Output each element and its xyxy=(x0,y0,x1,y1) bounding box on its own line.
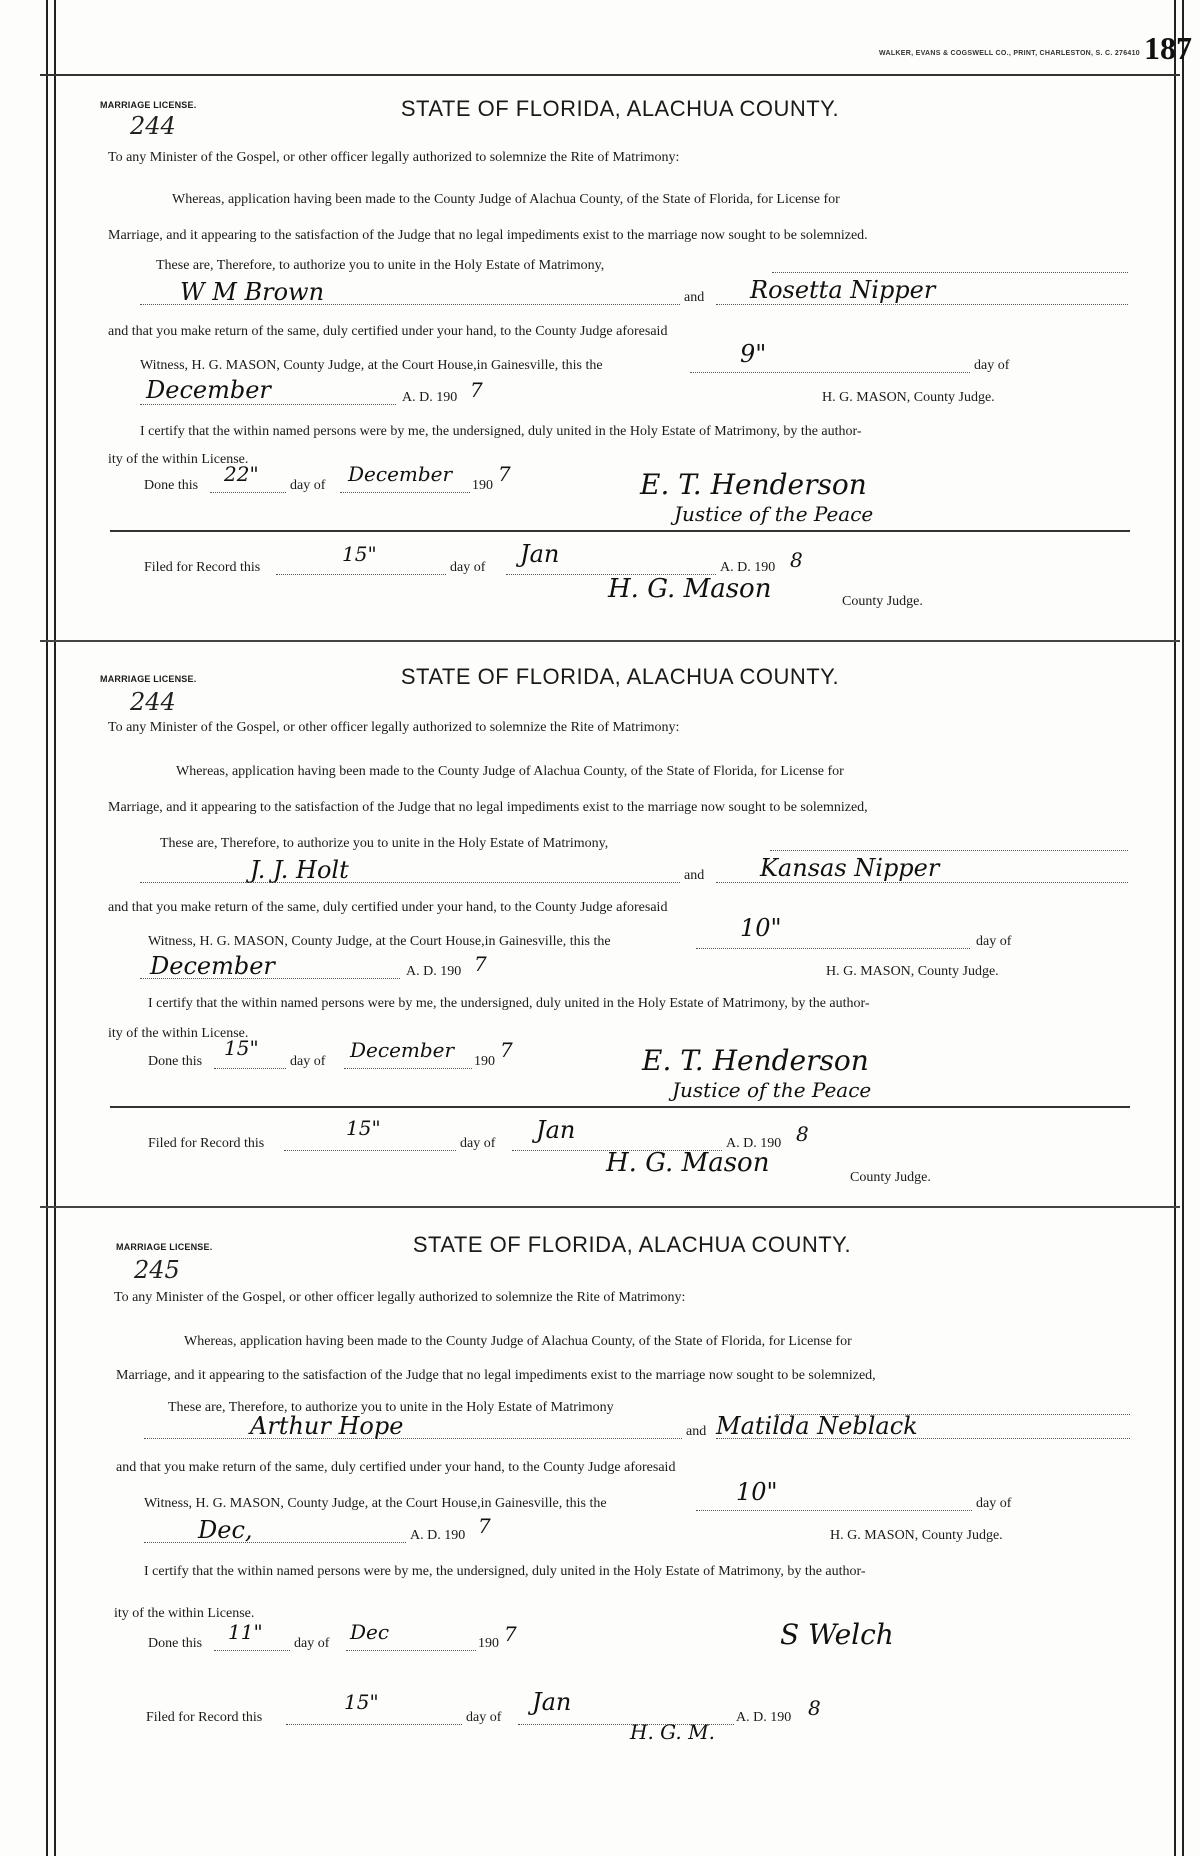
month-filed: Jan xyxy=(520,540,560,568)
ad-label: A. D. 190 xyxy=(720,560,776,575)
month-done: December xyxy=(348,462,453,486)
marriage-record-3 xyxy=(100,1224,1140,1784)
and-label: and xyxy=(684,868,705,883)
ad-label: A. D. 190 xyxy=(726,1136,782,1151)
binding-line-left xyxy=(46,0,48,1856)
return-line: and that you make return of the same, duly certified under your hand, to the County Judge aforesaid xyxy=(108,324,668,339)
fill-line xyxy=(140,882,680,883)
fill-line xyxy=(696,948,970,949)
filed-label: Filed for Record this xyxy=(148,1136,265,1151)
whereas-line-2: Marriage, and it appearing to the satisfaction of the Judge that no legal impediments exist to the marriage now sought to be solemnized. xyxy=(108,228,868,243)
whereas-line-1: Whereas, application having been made to the County Judge of Alachua County, of the State of Florida, for License for xyxy=(176,764,844,779)
top-rule xyxy=(40,74,1180,76)
day-issued: 10" xyxy=(740,914,782,942)
done-this-label: Done this xyxy=(144,478,199,493)
record-separator xyxy=(40,640,1180,642)
license-label: MARRIAGE LICENSE. xyxy=(100,100,197,110)
address-line: To any Minister of the Gospel, or other officer legally authorized to solemnize the Rite of Matrimony: xyxy=(114,1290,686,1305)
whereas-line-2: Marriage, and it appearing to the satisfaction of the Judge that no legal impediments exist to the marriage now sought to be solemnized, xyxy=(116,1368,876,1383)
bride-name: Kansas Nipper xyxy=(760,854,940,882)
license-number: 244 xyxy=(130,688,176,716)
day-of-label: day of xyxy=(294,1636,330,1651)
day-filed: 15" xyxy=(344,1690,379,1714)
day-of-label: day of xyxy=(450,560,486,575)
fill-line xyxy=(344,1068,472,1069)
license-label: MARRIAGE LICENSE. xyxy=(116,1242,213,1252)
license-number: 245 xyxy=(134,1256,180,1284)
year-done-prefix: 190 xyxy=(474,1054,495,1069)
whereas-line-1: Whereas, application having been made to the County Judge of Alachua County, of the State of Florida, for License for xyxy=(172,192,840,207)
day-of-label: day of xyxy=(460,1136,496,1151)
year-done-prefix: 190 xyxy=(478,1636,499,1651)
clerk-initials: H. G. M. xyxy=(630,1720,715,1744)
fill-line xyxy=(214,1650,290,1651)
clerk-signature: H. G. Mason xyxy=(608,574,772,604)
day-done: 22" xyxy=(224,462,259,486)
signature-rule xyxy=(110,530,1130,532)
month-done: Dec xyxy=(350,1620,390,1644)
authorize-line: These are, Therefore, to authorize you to unite in the Holy Estate of Matrimony xyxy=(168,1400,614,1415)
bride-name: Rosetta Nipper xyxy=(750,276,936,304)
groom-name: Arthur Hope xyxy=(250,1412,404,1440)
done-this-label: Done this xyxy=(148,1636,203,1651)
fill-line xyxy=(140,978,400,979)
officiant-signature: S Welch xyxy=(780,1618,894,1651)
whereas-line-1: Whereas, application having been made to the County Judge of Alachua County, of the State of Florida, for License for xyxy=(184,1334,852,1349)
and-label: and xyxy=(686,1424,707,1439)
ad-label: A. D. 190 xyxy=(406,964,462,979)
judge-print-signature: H. G. MASON, County Judge. xyxy=(830,1528,1003,1543)
year-issued: 7 xyxy=(474,952,487,976)
judge-print-signature: H. G. MASON, County Judge. xyxy=(826,964,999,979)
binding-line-right xyxy=(1174,0,1176,1856)
license-label: MARRIAGE LICENSE. xyxy=(100,674,197,684)
fill-line xyxy=(210,492,286,493)
fill-line xyxy=(276,574,446,575)
fill-line xyxy=(772,272,1128,273)
month-filed: Jan xyxy=(532,1688,572,1716)
year-issued: 7 xyxy=(478,1514,491,1538)
fill-line xyxy=(770,850,1128,851)
fill-line xyxy=(140,404,396,405)
year-filed: 8 xyxy=(790,548,803,572)
signature-rule xyxy=(110,1106,1130,1108)
year-done-prefix: 190 xyxy=(472,478,493,493)
day-issued: 10" xyxy=(736,1478,778,1506)
certify-line-1: I certify that the within named persons were by me, the undersigned, duly united in the Holy Estate of Matrimony, by the author- xyxy=(148,996,870,1011)
officiant-title: Justice of the Peace xyxy=(674,502,874,526)
return-line: and that you make return of the same, duly certified under your hand, to the County Judge aforesaid xyxy=(116,1460,676,1475)
certify-line-1: I certify that the within named persons were by me, the undersigned, duly united in the Holy Estate of Matrimony, by the author- xyxy=(144,1564,866,1579)
month-filed: Jan xyxy=(536,1116,576,1144)
county-judge-label: County Judge. xyxy=(842,594,923,609)
bride-name: Matilda Neblack xyxy=(716,1412,918,1440)
license-number: 244 xyxy=(130,112,176,140)
filed-label: Filed for Record this xyxy=(144,560,261,575)
marriage-record-2 xyxy=(100,660,1140,1185)
year-issued: 7 xyxy=(470,378,483,402)
done-this-label: Done this xyxy=(148,1054,203,1069)
year-filed: 8 xyxy=(808,1696,821,1720)
day-of-label: day of xyxy=(974,358,1010,373)
day-of-label: day of xyxy=(976,934,1012,949)
certify-line-1: I certify that the within named persons were by me, the undersigned, duly united in the Holy Estate of Matrimony, by the author- xyxy=(140,424,862,439)
month-issued: December xyxy=(150,952,275,980)
officiant-title: Justice of the Peace xyxy=(672,1078,872,1102)
groom-name: W M Brown xyxy=(180,278,325,306)
page-number: 187 xyxy=(1144,30,1192,66)
authorize-line: These are, Therefore, to authorize you to unite in the Holy Estate of Matrimony, xyxy=(156,258,605,273)
day-of-label: day of xyxy=(290,1054,326,1069)
judge-print-signature: H. G. MASON, County Judge. xyxy=(822,390,995,405)
day-done: 11" xyxy=(228,1620,263,1644)
and-label: and xyxy=(684,290,705,305)
ad-label: A. D. 190 xyxy=(402,390,458,405)
printer-imprint: WALKER, EVANS & COGSWELL CO., PRINT, CHARLESTON, S. C. 276410 xyxy=(878,50,1140,57)
fill-line xyxy=(346,1650,476,1651)
record-separator xyxy=(40,1206,1180,1208)
fill-line xyxy=(340,492,470,493)
certify-line-2: ity of the within License. xyxy=(108,1026,249,1041)
day-done: 15" xyxy=(224,1036,259,1060)
fill-line xyxy=(690,372,970,373)
month-issued: December xyxy=(146,376,271,404)
witness-line: Witness, H. G. MASON, County Judge, at the Court House,in Gainesville, this the xyxy=(144,1496,607,1511)
binding-line-right-outer xyxy=(1182,0,1184,1856)
fill-line xyxy=(716,1438,1130,1439)
ad-label: A. D. 190 xyxy=(410,1528,466,1543)
year-done: 7 xyxy=(504,1622,517,1646)
whereas-line-2: Marriage, and it appearing to the satisfaction of the Judge that no legal impediments exist to the marriage now sought to be solemnized, xyxy=(108,800,868,815)
day-filed: 15" xyxy=(346,1116,381,1140)
binding-line-left-inner xyxy=(54,0,56,1856)
fill-line xyxy=(284,1150,456,1151)
fill-line xyxy=(286,1724,462,1725)
marriage-record-1 xyxy=(100,90,1140,610)
fill-line xyxy=(144,1542,406,1543)
clerk-signature: H. G. Mason xyxy=(606,1148,770,1178)
fill-line xyxy=(716,304,1128,305)
officiant-signature: E. T. Henderson xyxy=(642,1044,869,1077)
state-title: STATE OF FLORIDA, ALACHUA COUNTY. xyxy=(400,664,840,689)
month-done: December xyxy=(350,1038,455,1062)
witness-line: Witness, H. G. MASON, County Judge, at the Court House,in Gainesville, this the xyxy=(140,358,603,373)
fill-line xyxy=(716,882,1128,883)
address-line: To any Minister of the Gospel, or other officer legally authorized to solemnize the Rite of Matrimony: xyxy=(108,720,680,735)
fill-line xyxy=(214,1068,286,1069)
filed-label: Filed for Record this xyxy=(146,1710,263,1725)
state-title: STATE OF FLORIDA, ALACHUA COUNTY. xyxy=(412,1232,852,1257)
authorize-line: These are, Therefore, to authorize you to unite in the Holy Estate of Matrimony, xyxy=(160,836,609,851)
ad-label: A. D. 190 xyxy=(736,1710,792,1725)
day-of-label: day of xyxy=(290,478,326,493)
year-done: 7 xyxy=(500,1038,513,1062)
fill-line xyxy=(696,1510,972,1511)
certify-line-2: ity of the within License. xyxy=(114,1606,255,1621)
year-done: 7 xyxy=(498,462,511,486)
witness-line: Witness, H. G. MASON, County Judge, at the Court House,in Gainesville, this the xyxy=(148,934,611,949)
day-issued: 9" xyxy=(740,340,767,368)
fill-line xyxy=(144,1438,682,1439)
address-line: To any Minister of the Gospel, or other officer legally authorized to solemnize the Rite of Matrimony: xyxy=(108,150,680,165)
groom-name: J. J. Holt xyxy=(250,856,349,884)
year-filed: 8 xyxy=(796,1122,809,1146)
county-judge-label: County Judge. xyxy=(850,1170,931,1185)
month-issued: Dec, xyxy=(198,1516,253,1544)
officiant-signature: E. T. Henderson xyxy=(640,468,867,501)
return-line: and that you make return of the same, duly certified under your hand, to the County Judge aforesaid xyxy=(108,900,668,915)
state-title: STATE OF FLORIDA, ALACHUA COUNTY. xyxy=(400,96,840,121)
day-of-label: day of xyxy=(976,1496,1012,1511)
day-filed: 15" xyxy=(342,542,377,566)
day-of-label: day of xyxy=(466,1710,502,1725)
fill-line xyxy=(140,304,680,305)
certify-line-2: ity of the within License. xyxy=(108,452,249,467)
